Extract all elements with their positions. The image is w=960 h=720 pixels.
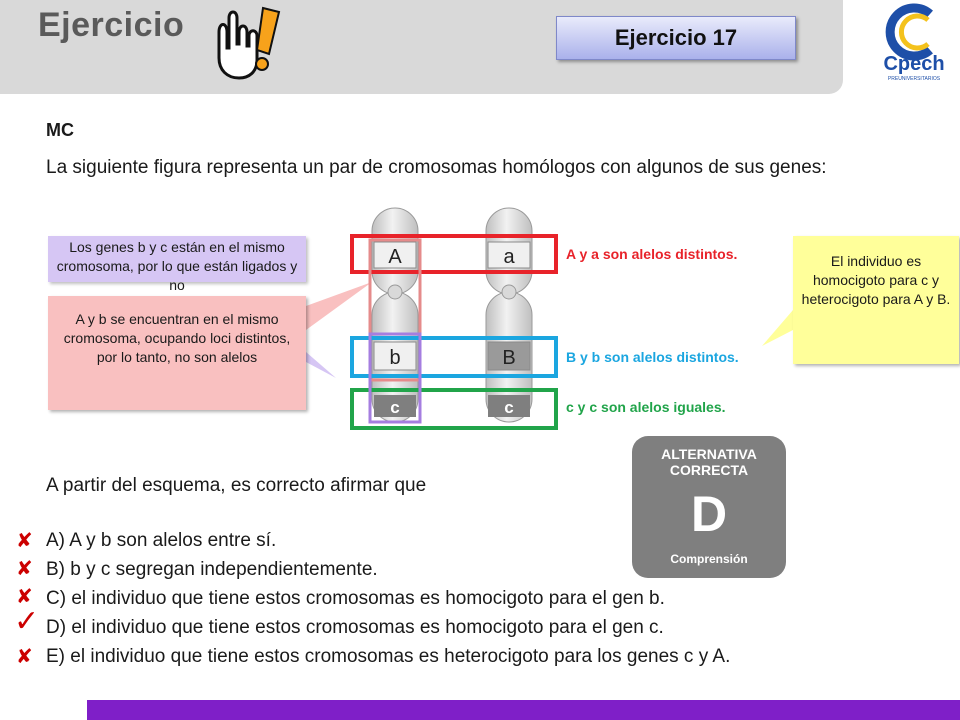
question-type: MC (46, 120, 74, 140)
answer-label: ALTERNATIVA CORRECTA (661, 446, 757, 478)
page-title: Ejercicio (38, 6, 185, 44)
logo-subtext: PREUNIVERSITARIOS (887, 76, 941, 82)
gene-label-a: a (503, 246, 515, 268)
answer-letter: D (690, 486, 728, 542)
pink-callout-tail (306, 282, 372, 330)
callout-loci: A y b se encuentran en el mismo cromosoma, ocupando loci distintos, por lo tanto, no son alelos (48, 296, 306, 410)
option-e[interactable]: E) el individuo que tiene estos cromosomas es heterocigoto para los genes c y A. (46, 646, 731, 667)
wrong-mark-icon: ✘ (16, 530, 33, 552)
option-d[interactable]: D) el individuo que tiene estos cromosomas es homocigoto para el gen c. (46, 617, 664, 638)
note-alleles-B: B y b son alelos distintos. (566, 349, 739, 365)
question-text: La siguiente figura representa un par de cromosomas homólogos con algunos de sus genes: (46, 157, 827, 178)
exercise-number-badge: Ejercicio 17 (556, 16, 796, 60)
gene-label-c2: c (504, 398, 514, 417)
yellow-callout-tail (762, 310, 793, 346)
correct-answer-box (632, 436, 786, 578)
gene-label-B: B (502, 347, 516, 369)
wrong-mark-icon: ✘ (16, 586, 33, 608)
footer-bar (87, 700, 960, 720)
callout-linked-genes: Los genes b y c están en el mismo cromosoma, por lo que están ligados y no (48, 236, 306, 282)
option-a[interactable]: A) A y b son alelos entre sí. (46, 530, 277, 551)
check-mark-icon: ✓ (14, 605, 40, 638)
purple-callout-tail (306, 352, 336, 378)
gene-label-A: A (388, 246, 402, 268)
option-c[interactable]: C) el individuo que tiene estos cromosomas es homocigoto para el gen b. (46, 588, 665, 609)
note-alleles-A: A y a son alelos distintos. (566, 246, 738, 262)
gene-label-c1: c (390, 398, 400, 417)
gene-label-b: b (389, 347, 401, 369)
answer-skill: Comprensión (670, 552, 748, 566)
question-prompt: A partir del esquema, es correcto afirmar que (46, 475, 427, 496)
option-b[interactable]: B) b y c segregan independientemente. (46, 559, 378, 580)
wrong-mark-icon: ✘ (16, 646, 33, 668)
callout-genotype: El individuo es homocigoto para c y heterocigoto para A y B. (793, 236, 959, 364)
note-alleles-c: c y c son alelos iguales. (566, 399, 726, 415)
wrong-mark-icon: ✘ (16, 558, 33, 580)
logo-text: Cpech (883, 53, 945, 75)
